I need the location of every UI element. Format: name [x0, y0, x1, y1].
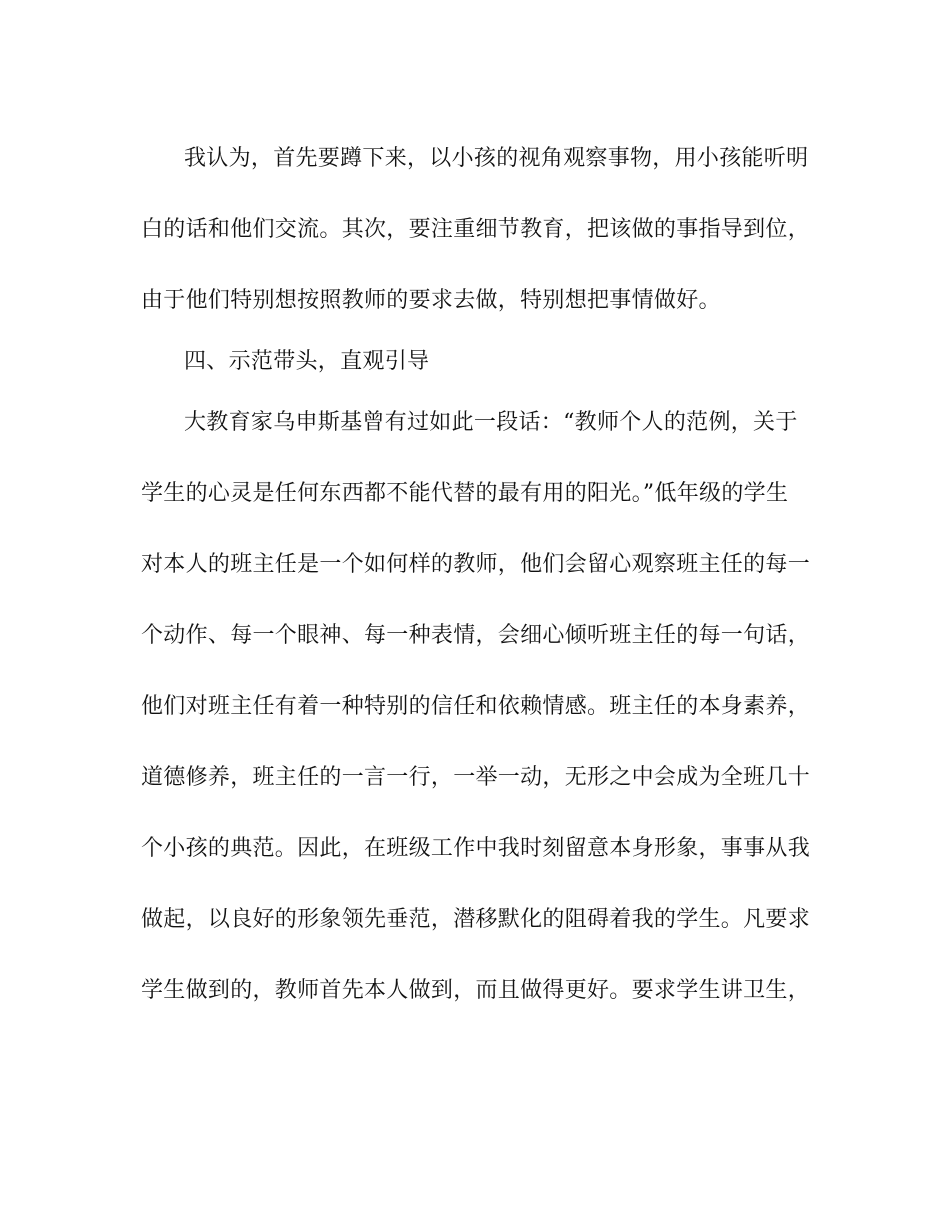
paragraph-2-line-6: 道德修养，班主任的一言一行，一举一动，无形之中会成为全班几十: [141, 765, 811, 790]
paragraph-2-line-9: 学生做到的，教师首先本人做到，而且做得更好。要求学生讲卫生，: [141, 978, 811, 1003]
paragraph-2-line-5: 他们对班主任有着一种特别的信任和依赖情感。班主任的本身素养，: [141, 694, 811, 719]
paragraph-2-line-1: 大教育家乌申斯基曾有过如此一段话：“教师个人的范例，关于: [184, 410, 798, 435]
paragraph-2-line-7: 个小孩的典范。因此，在班级工作中我时刻留意本身形象，事事从我: [141, 836, 811, 861]
paragraph-1-line-2: 白的话和他们交流。其次，要注重细节教育，把该做的事指导到位，: [141, 217, 811, 242]
paragraph-1-line-1: 我认为，首先要蹲下来，以小孩的视角观察事物，用小孩能听明: [184, 146, 809, 171]
paragraph-2-line-3: 对本人的班主任是一个如何样的教师，他们会留心观察班主任的每一: [141, 552, 811, 577]
section-heading-4: 四、示范带头，直观引导: [184, 349, 430, 374]
paragraph-1-line-3: 由于他们特别想按照教师的要求去做，特别想把事情做好。: [141, 288, 721, 313]
paragraph-2-line-4: 个动作、每一个眼神、每一种表情，会细心倾听班主任的每一句话，: [141, 623, 811, 648]
paragraph-2-line-2: 学生的心灵是任何东西都不能代替的最有用的阳光。”低年级的学生: [141, 481, 789, 506]
paragraph-2-line-8: 做起，以良好的形象领先垂范，潜移默化的阻碍着我的学生。凡要求: [141, 907, 811, 932]
